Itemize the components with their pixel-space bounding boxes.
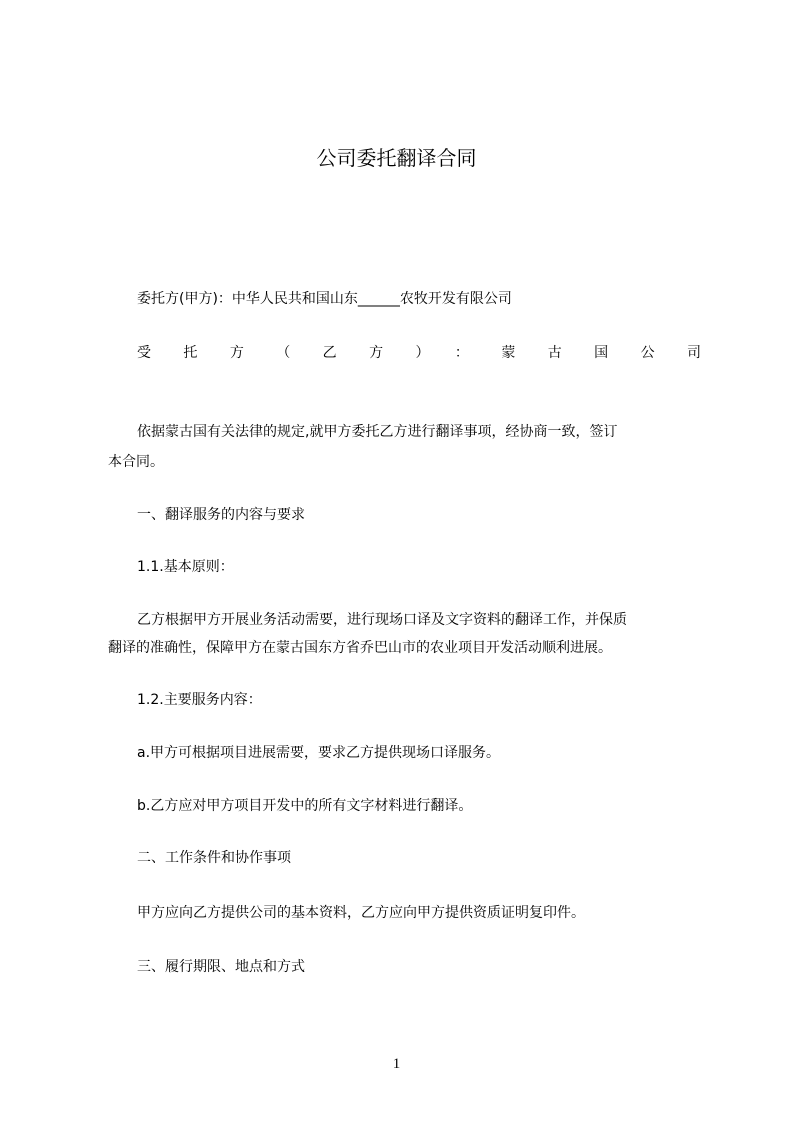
preamble-line-2: 本合同。 (108, 454, 164, 470)
page-number: 1 (392, 1056, 401, 1072)
clause-1-1-heading: 1.1.基本原则： (137, 559, 234, 575)
clause-1-1-line-1: 乙方根据甲方开展业务活动需要，进行现场口译及文字资料的翻译工作，并保质 (137, 612, 627, 628)
section-2-text: 甲方应向乙方提供公司的基本资料，乙方应向甲方提供资质证明复印件。 (137, 905, 585, 921)
item-a: a.甲方可根据项目进展需要，要求乙方提供现场口译服务。 (137, 745, 501, 761)
section-2-heading: 二、工作条件和协作事项 (137, 850, 291, 866)
clause-1-1-line-2: 翻译的准确性，保障甲方在蒙古国东方省乔巴山市的农业项目开发活动顺利进展。 (108, 640, 612, 656)
clause-1-2-heading: 1.2.主要服务内容： (137, 692, 262, 708)
section-3-heading: 三、履行期限、地点和方式 (137, 959, 305, 975)
party-b: 受托方（乙方）：蒙古国公司 (137, 345, 701, 361)
party-a: 委托方(甲方)：中华人民共和国山东______农牧开发有限公司 (137, 291, 512, 307)
preamble-line-1: 依据蒙古国有关法律的规定,就甲方委托乙方进行翻译事项，经协商一致，签订 (137, 424, 618, 440)
section-1-heading: 一、翻译服务的内容与要求 (137, 507, 305, 523)
item-b: b.乙方应对甲方项目开发中的所有文字材料进行翻译。 (137, 798, 473, 814)
document-title: 公司委托翻译合同 (316, 146, 477, 170)
